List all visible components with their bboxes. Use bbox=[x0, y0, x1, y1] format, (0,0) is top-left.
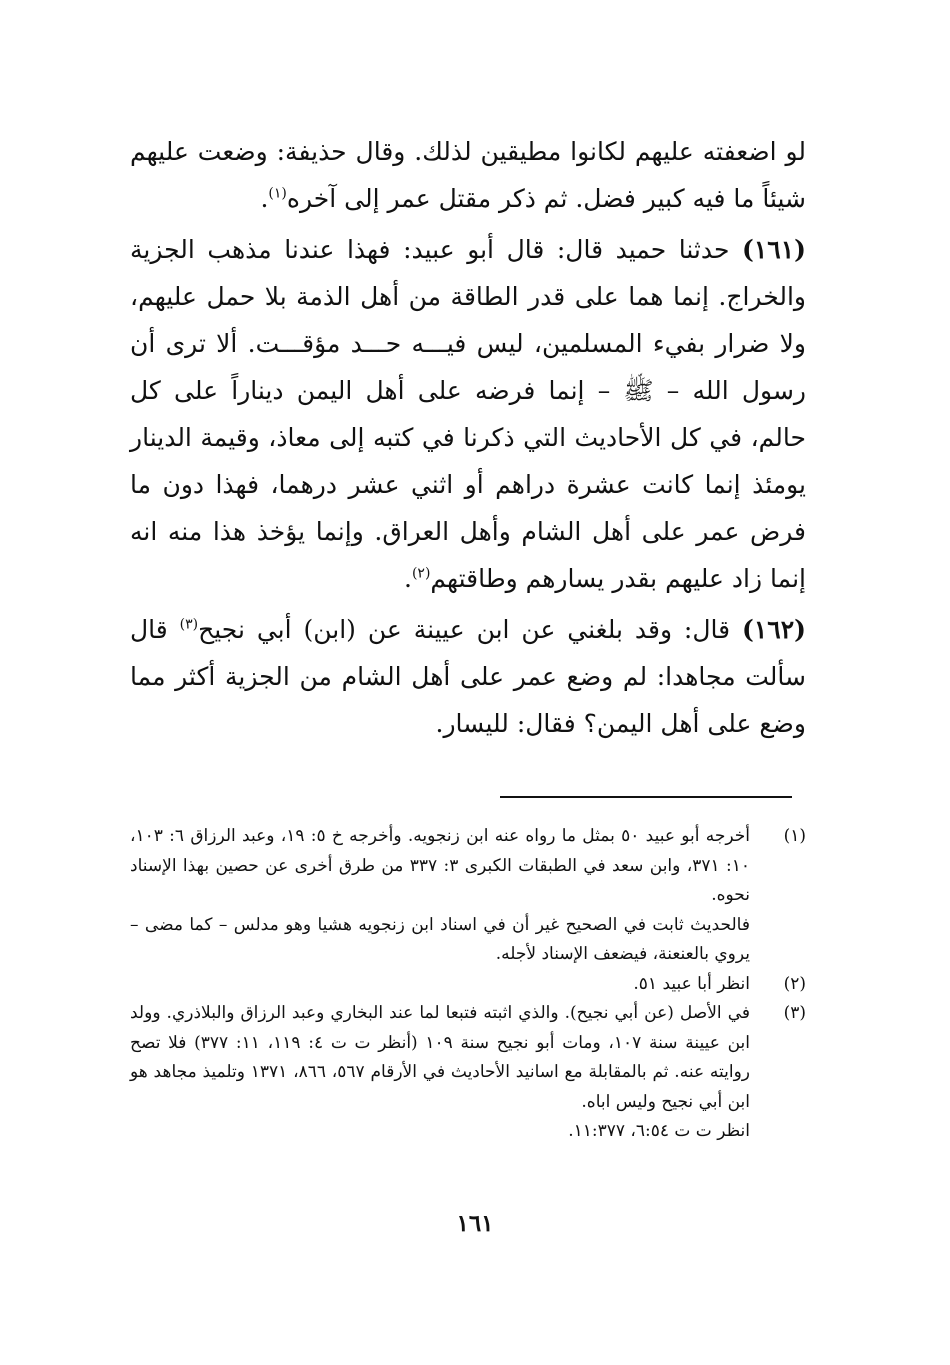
footnote-2 bbox=[130, 970, 806, 1000]
footnote-line: في الأصل (عن أبي نجيح). والذي اثبته فتبعا لما عند البخاري وعبد الرزاق والبلاذري. وولد ابن عيينة سنة ١٠٧، ومات أبو نجيح سنة ١٠٩ (أنظر ت ت ٤: ١١٩، ١١: ٣٧٧) فلا تصح روايته عنه. ثم بالمقابلة مع اسانيد الأحاديث في الأرقام ٥٦٧، ٨٦٦، ١٣٧١ وتلميذ مجاهد هو ابن أبي نجيح وليس اباه. bbox=[130, 1003, 751, 1112]
footnote-3 bbox=[130, 999, 806, 1147]
footnote-ref-1: (١) bbox=[268, 185, 287, 202]
paragraph-number-162: (١٦٢) bbox=[742, 615, 806, 644]
paragraph-161 bbox=[130, 226, 806, 602]
footnote-ref-3: (٣) bbox=[179, 616, 199, 633]
footnote-line: أخرجه أبو عبيد ٥٠ بمثل ما رواه عنه ابن زنجويه. وأخرجه خ ٥: ١٩، وعبد الرزاق ٦: ١٠٣، ١٠: ٣٧١، وابن سعد في الطبقات الكبرى ٣: ٣٣٧ من طرق أخرى عن حصين بهذا الإسناد نحوه. bbox=[130, 826, 751, 905]
main-text bbox=[130, 128, 806, 751]
footnote-1 bbox=[130, 822, 806, 970]
paragraph-162 bbox=[130, 606, 806, 747]
footnote-number: (١) bbox=[783, 826, 806, 846]
footnote-ref-2: (٢) bbox=[411, 565, 431, 582]
footnote-line: انظر أبا عبيد ٥١. bbox=[633, 973, 750, 994]
paragraph-1-text-a: لو اضعفته عليهم لكانوا مطيقين لذلك. وقال حذيفة: وضعت عليهم شيئاً ما فيه كبير فضل. ثم ذكر مقتل عمر إلى آخره bbox=[130, 137, 806, 213]
footnote-divider bbox=[500, 796, 792, 798]
paragraph-number-161: (١٦١) bbox=[742, 235, 806, 264]
footnote-line: فالحديث ثابت في الصحيح غير أن في اسناد ابن زنجويه هشيا وهو مدلس – كما مضى – يروي بالعنعنة، فيضعف الإسناد لأجله. bbox=[130, 914, 750, 964]
footnotes bbox=[130, 822, 806, 1147]
footnote-body bbox=[130, 999, 750, 1147]
page-number: ١٦١ bbox=[456, 1210, 494, 1237]
footnote-number: (٢) bbox=[783, 973, 806, 994]
footnote-line: انظر ت ت ٦:٥٤، ١١:٣٧٧. bbox=[568, 1121, 750, 1141]
paragraph-161-end: . bbox=[404, 564, 412, 593]
paragraph-162-text-a: قال: وقد بلغني عن ابن عيينة عن (ابن) أبي نجيح bbox=[198, 615, 731, 644]
footnote-body bbox=[130, 970, 750, 1000]
paragraph-161-text: حدثنا حميد قال: قال أبو عبيد: فهذا عندنا مذهب الجزية والخراج. إنما هما على قدر الطاقة من أهل الذمة بلا حمل عليهم، ولا ضرار بفيء المسلمين، ليس فيـــه حـــد مؤقـــت. ألا ترى أن رسول الله – ﷺ – إنما فرضه على أهل اليمن ديناراً على كل حالم، في كل الأحاديث التي ذكرنا في كتبه إلى معاذ، وقيمة الدينار يومئذ إنما كانت عشرة دراهم أو اثني عشر درهما، فهذا دون ما فرض عمر على أهل الشام وأهل العراق. وإنما يؤخذ هذا منه انه إنما زاد عليهم بقدر يسارهم وطاقتهم bbox=[130, 235, 806, 593]
paragraph-1 bbox=[130, 128, 806, 222]
footnote-number: (٣) bbox=[783, 1003, 806, 1023]
paragraph-162-text-b: قال سألت مجاهدا: لم وضع عمر على أهل الشام من الجزية أكثر مما وضع على أهل اليمن؟ فقال: لليسار. bbox=[130, 615, 806, 738]
paragraph-1-text-b: . bbox=[260, 184, 269, 213]
footnote-body bbox=[130, 822, 750, 970]
